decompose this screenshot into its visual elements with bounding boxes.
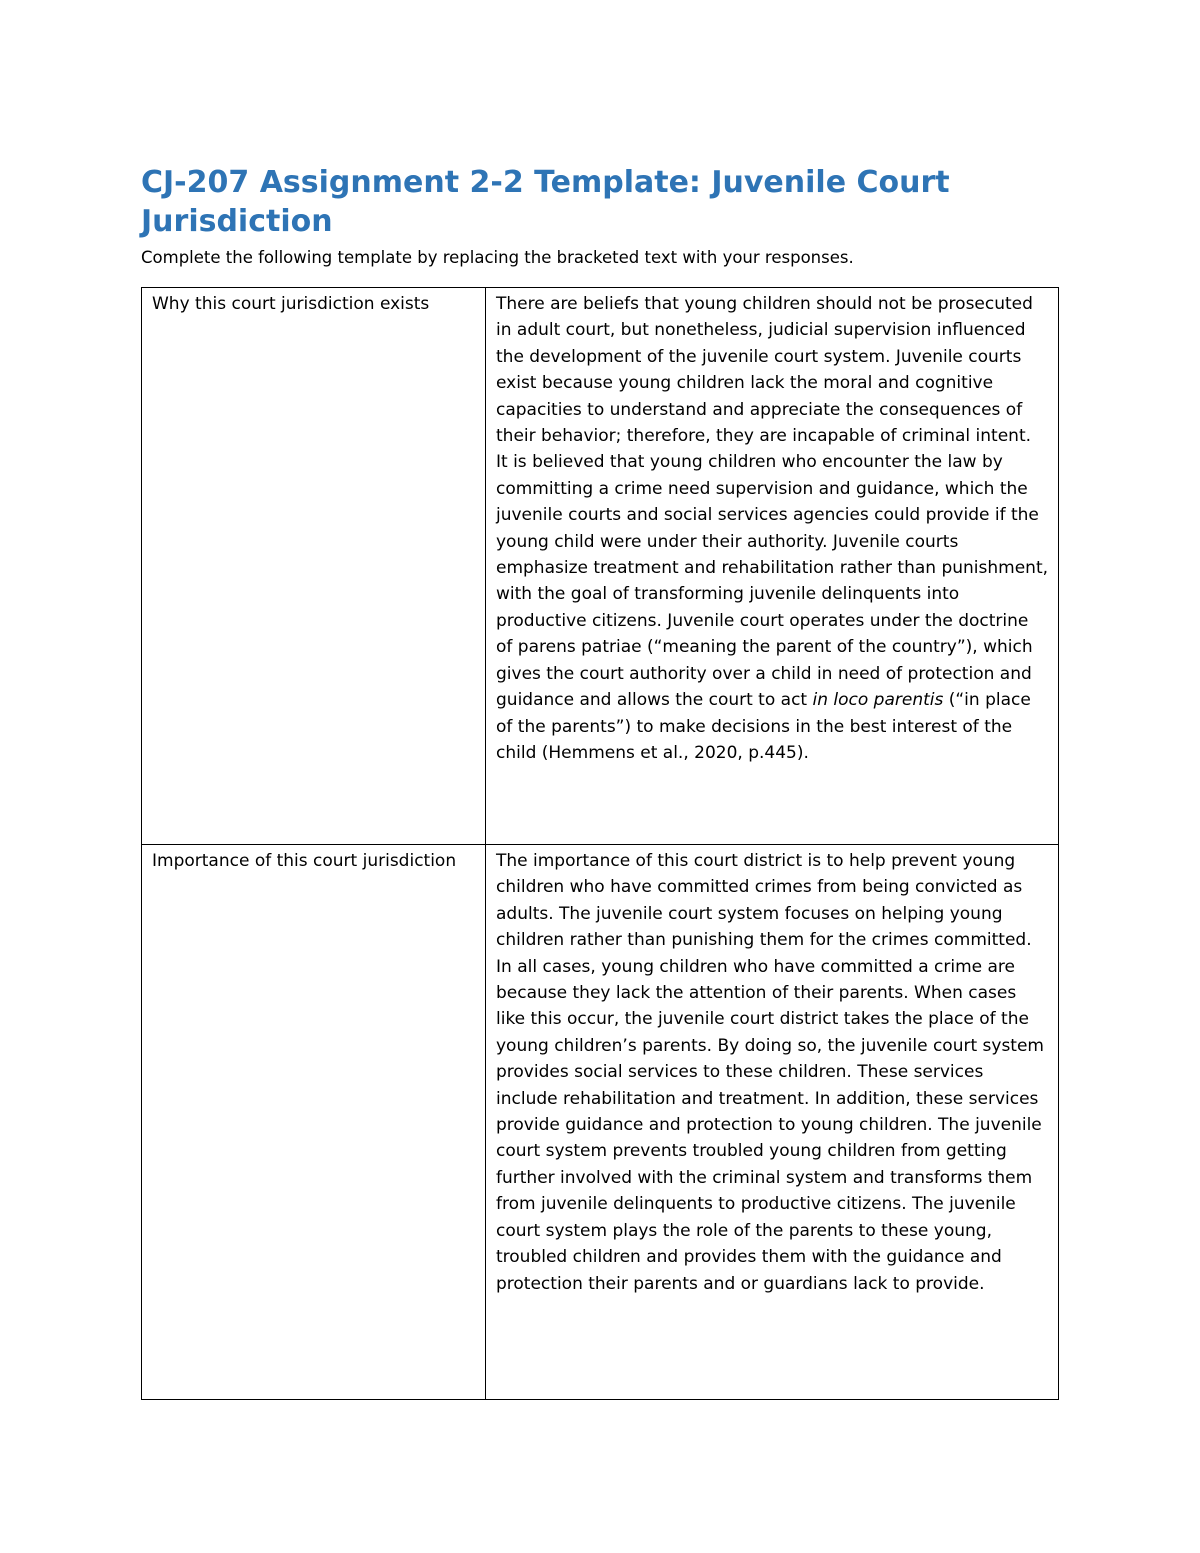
template-instructions: Complete the following template by replacing the bracketed text with your responses. [141, 248, 854, 267]
row-label-cell [142, 845, 486, 1400]
response-cell [486, 288, 1059, 845]
template-table [141, 287, 1059, 1400]
response-text-part: (“in place of the parents”) to make decisions in the best interest of the child (Hemmens et al., 2020, p.445). [496, 690, 1031, 763]
document-title: CJ-207 Assignment 2-2 Template: Juvenile Court Jurisdiction [141, 165, 950, 239]
row-label: Importance of this court jurisdiction [152, 851, 457, 871]
response-text-part: There are beliefs that young children should not be prosecuted in adult court, but nonetheless, judicial supervision influenced the development of the juvenile court system. Juvenile courts exist because young children lack the moral and cognitive capacities to understand and appreciate the consequences of their behavior; therefore, they are incapable of criminal intent. It is believed that young children who encounter the law by committing a crime need supervision and guidance, which the juvenile courts and social services agencies could provide if the young child were under their authority. Juvenile courts emphasize treatment and rehabilitation rather than punishment, with the goal of transforming juvenile delinquents into productive citizens. Juvenile court operates under the doctrine of parens patriae (“meaning the parent of the country”), which gives the court authority over a child in need of protection and guidance and allows the court to act [496, 294, 1049, 711]
response-text [496, 291, 1048, 766]
response-cell [486, 845, 1059, 1400]
row-label-cell [142, 288, 486, 845]
latin-term: in loco parentis [812, 690, 944, 711]
response-text: The importance of this court district is to help prevent young children who have committed crimes from being convicted as adults. The juvenile court system focuses on helping young children rather than punishing them for the crimes committed. In all cases, young children who have committed a crime are because they lack the attention of their parents. When cases like this occur, the juvenile court district takes the place of the young children’s parents. By doing so, the juvenile court system provides social services to these children. These services include rehabilitation and treatment. In addition, these services provide guidance and protection to young children. The juvenile court system prevents troubled young children from getting further involved with the criminal system and transforms them from juvenile delinquents to productive citizens. The juvenile court system plays the role of the parents to these young, troubled children and provides them with the guidance and protection their parents and or guardians lack to provide. [496, 851, 1044, 1294]
row-label: Why this court jurisdiction exists [152, 294, 430, 314]
table-row [142, 845, 1059, 1400]
table-row [142, 288, 1059, 845]
